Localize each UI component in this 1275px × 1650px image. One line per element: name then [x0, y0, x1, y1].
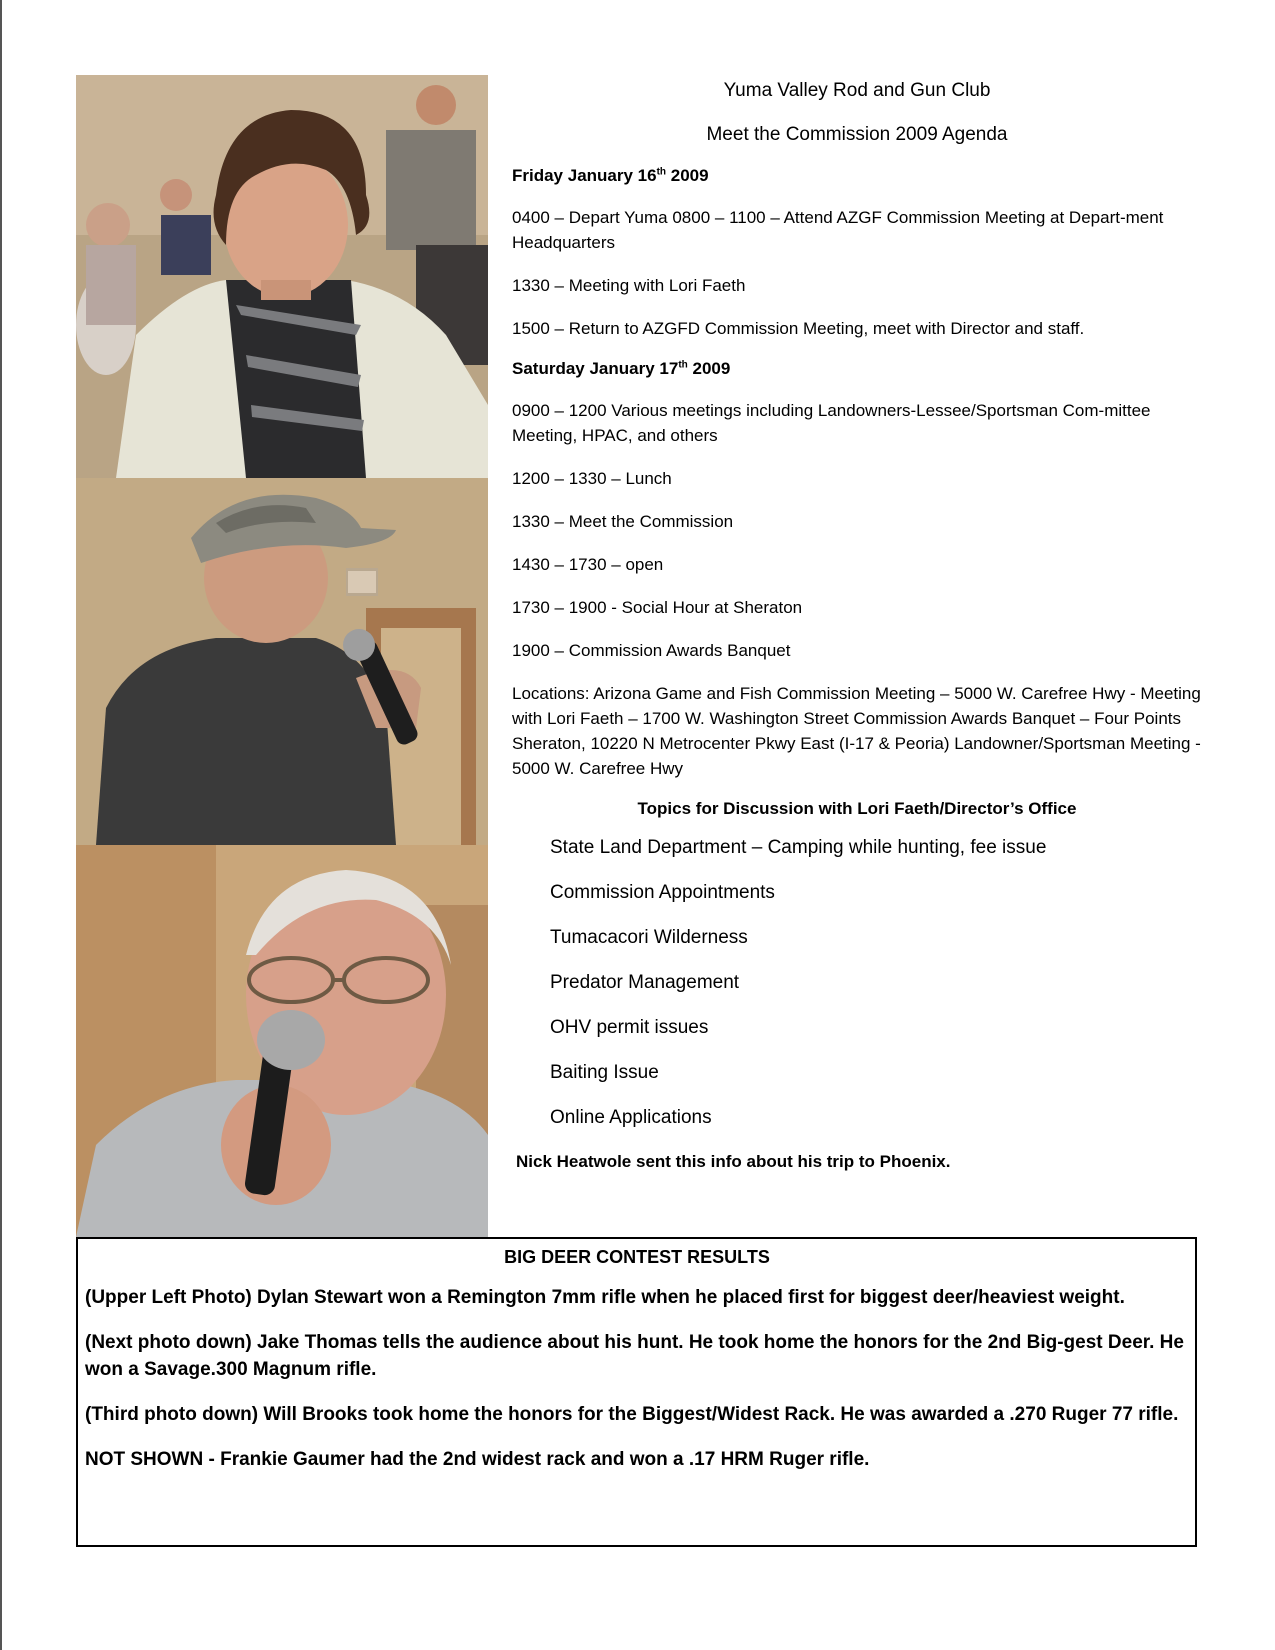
saturday-heading: Saturday January 17th 2009 — [512, 359, 731, 378]
topic-item: State Land Department – Camping while hunting, fee issue — [550, 837, 1047, 858]
result-entry: (Upper Left Photo) Dylan Stewart won a Remington 7mm rifle when he placed first for biggest deer/heaviest weight. — [85, 1287, 1125, 1308]
agenda-item: 1900 – Commission Awards Banquet — [512, 641, 791, 660]
agenda-section — [512, 80, 1202, 1172]
photo-dylan-stewart — [76, 75, 488, 478]
photo-jake-thomas — [76, 478, 488, 845]
author-note: Nick Heatwole sent this info about his trip to Phoenix. — [516, 1152, 951, 1171]
topic-item: OHV permit issues — [550, 1017, 709, 1038]
result-entry: NOT SHOWN - Frankie Gaumer had the 2nd widest rack and won a .17 HRM Ruger rifle. — [85, 1449, 870, 1470]
agenda-title: Meet the Commission 2009 Agenda — [706, 124, 1008, 145]
result-entry: (Third photo down) Will Brooks took home the honors for the Biggest/Widest Rack. He was awarded a .270 Ruger 77 rifle. — [85, 1404, 1179, 1425]
topic-item: Commission Appointments — [550, 882, 775, 903]
agenda-item: 1500 – Return to AZGFD Commission Meeting, meet with Director and staff. — [512, 319, 1085, 338]
agenda-item: 1330 – Meet the Commission — [512, 512, 734, 531]
agenda-item: 1330 – Meeting with Lori Faeth — [512, 276, 746, 295]
agenda-item: 1200 – 1330 – Lunch — [512, 469, 672, 488]
topic-item: Tumacacori Wilderness — [550, 927, 748, 948]
page-edge — [0, 0, 2, 1650]
topic-item: Baiting Issue — [550, 1062, 659, 1083]
agenda-item: 0400 – Depart Yuma 0800 – 1100 – Attend AZGF Commission Meeting at Depart-ment Headquarters — [512, 208, 1164, 252]
topics-list — [512, 837, 1202, 1129]
agenda-item: 1730 – 1900 - Social Hour at Sheraton — [512, 598, 803, 617]
agenda-item: 0900 – 1200 Various meetings including Landowners-Lessee/Sportsman Com-mittee Meeting, HPAC, and others — [512, 401, 1151, 445]
photo-will-brooks — [76, 845, 488, 1237]
agenda-item: 1430 – 1730 – open — [512, 555, 664, 574]
topic-item: Predator Management — [550, 972, 740, 993]
locations-text: Locations: Arizona Game and Fish Commission Meeting – 5000 W. Carefree Hwy - Meeting with Lori Faeth – 1700 W. Washington Street Commission Awards Banquet – Four Points Sheraton, 10220 N Metrocenter Pkwy East (I-17 & Peoria) Landowner/Sportsman Meeting - 5000 W. Carefree Hwy — [512, 684, 1201, 778]
topics-heading: Topics for Discussion with Lori Faeth/Director’s Office — [637, 799, 1077, 818]
contest-results-box — [76, 1237, 1197, 1547]
topic-item: Online Applications — [550, 1107, 712, 1128]
club-title: Yuma Valley Rod and Gun Club — [723, 80, 991, 101]
results-heading: BIG DEER CONTEST RESULTS — [504, 1247, 770, 1267]
friday-heading: Friday January 16th 2009 — [512, 166, 709, 185]
result-entry: (Next photo down) Jake Thomas tells the audience about his hunt. He took home the honors for the 2nd Big-gest Deer. He won a Savage.300 Magnum rifle. — [85, 1332, 1184, 1380]
